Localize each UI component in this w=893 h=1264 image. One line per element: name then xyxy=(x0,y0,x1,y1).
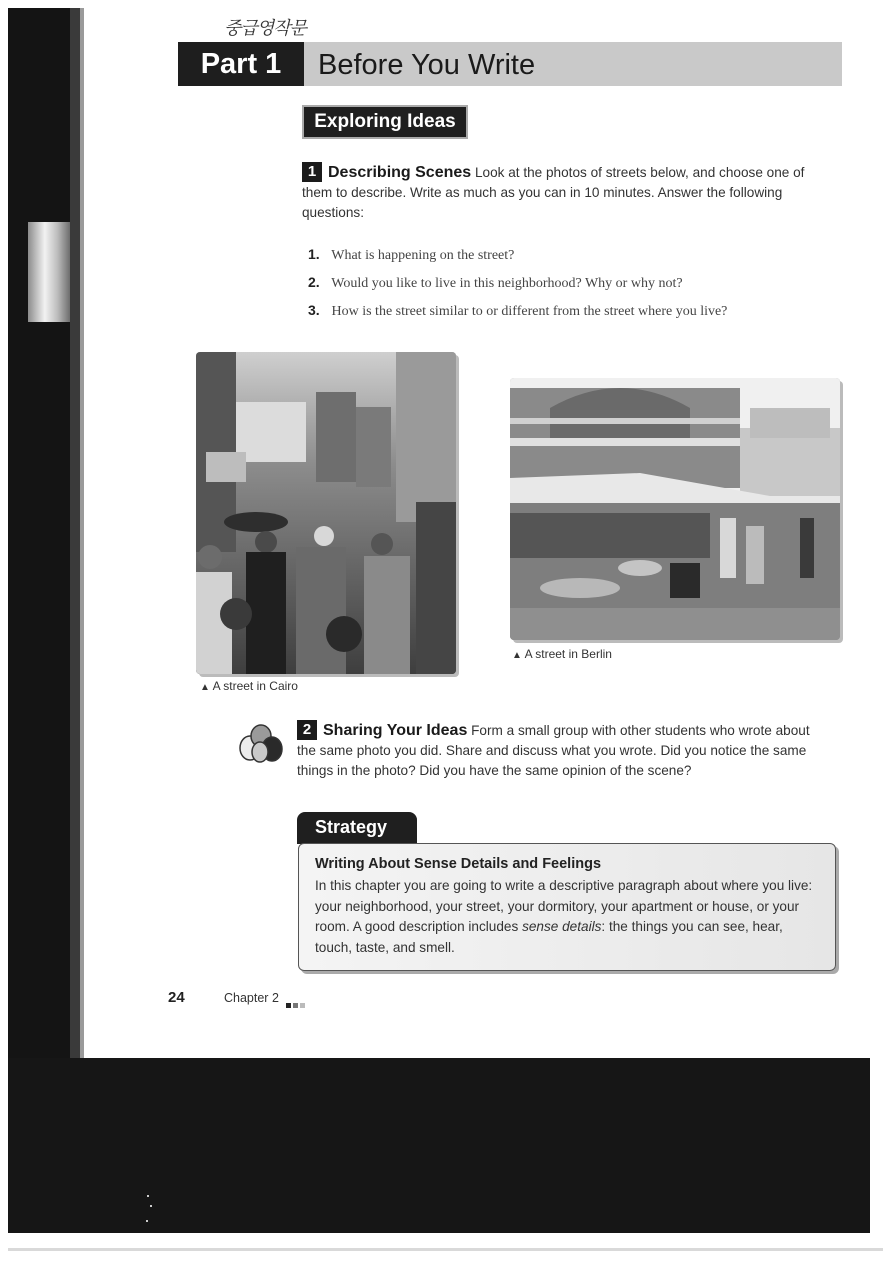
list-item xyxy=(308,244,828,272)
square-mark xyxy=(300,1003,305,1008)
question-number: 3. xyxy=(308,302,320,318)
caption-text: A street in Cairo xyxy=(212,679,298,693)
scan-border-left-highlight xyxy=(80,8,84,1058)
section-instructions: Look at the photos of streets below, and choose one of them to describe. Write as much as you can in 10 minutes. Answer the following questions: xyxy=(302,165,805,220)
handwritten-note: 중급영작문 xyxy=(224,18,306,39)
strategy-title: Writing About Sense Details and Feelings xyxy=(315,856,602,872)
strategy-body xyxy=(315,876,819,958)
question-number: 1. xyxy=(308,246,320,262)
list-item xyxy=(308,300,828,328)
binder-clip xyxy=(28,222,70,322)
section-title: Sharing Your Ideas xyxy=(323,722,468,739)
strategy-tab: Strategy xyxy=(297,812,417,844)
dust-speck xyxy=(147,1195,149,1197)
strategy-body-text: In this chapter you are going to write a descriptive paragraph about where you live: your neighborhood, your street, your dormitory, your apartment or house, or your room. A good description includes xyxy=(315,878,813,934)
question-list xyxy=(308,244,828,328)
caption-text: A street in Berlin xyxy=(524,647,612,661)
part-label: Part 1 xyxy=(178,42,304,86)
caption-berlin xyxy=(512,647,612,661)
section-sharing-ideas xyxy=(297,720,827,781)
page-number: 24 xyxy=(168,989,185,1006)
photo-cairo-drawing xyxy=(196,352,456,674)
scan-border-left xyxy=(8,8,70,1233)
strategy-box xyxy=(298,843,836,971)
chapter-label: Chapter 2 xyxy=(224,991,279,1005)
caption-cairo xyxy=(200,679,298,693)
triangle-up-icon: ▲ xyxy=(512,650,522,661)
square-mark xyxy=(286,1003,291,1008)
question-text: What is happening on the street? xyxy=(331,248,515,263)
triangle-up-icon: ▲ xyxy=(200,682,210,693)
photo-berlin-street xyxy=(510,378,840,640)
photo-berlin-drawing xyxy=(510,378,840,640)
list-item xyxy=(308,272,828,300)
square-mark xyxy=(293,1003,298,1008)
strategy-body-emphasis: sense details xyxy=(522,919,602,934)
dust-speck xyxy=(150,1205,152,1207)
section-title: Describing Scenes xyxy=(328,164,472,181)
chapter-squares-icon xyxy=(286,995,307,1013)
section-describing-scenes xyxy=(302,162,822,223)
question-number: 2. xyxy=(308,274,320,290)
scan-border-bottom xyxy=(8,1058,870,1233)
section-number-badge: 2 xyxy=(297,720,317,740)
section-number-badge: 1 xyxy=(302,162,322,182)
part-title: Before You Write xyxy=(318,49,536,81)
group-of-heads-icon xyxy=(236,722,286,766)
question-text: How is the street similar to or different from the street where you live? xyxy=(331,304,728,319)
strategy-body-text-end: : the things you can see, hear, touch, taste, and smell. xyxy=(315,919,783,955)
dust-speck xyxy=(146,1220,148,1222)
scan-border-bottom-line xyxy=(8,1248,883,1251)
section-instructions: Form a small group with other students who wrote about the same photo you did. Share and discuss what you wrote. Did you notice the same things in the photo? Did you have the same opinion of the scene? xyxy=(297,723,810,778)
photo-cairo-street xyxy=(196,352,456,674)
scan-border-left-edge xyxy=(70,8,80,1058)
exploring-ideas-label: Exploring Ideas xyxy=(302,105,468,139)
question-text: Would you like to live in this neighborhood? Why or why not? xyxy=(331,276,683,291)
